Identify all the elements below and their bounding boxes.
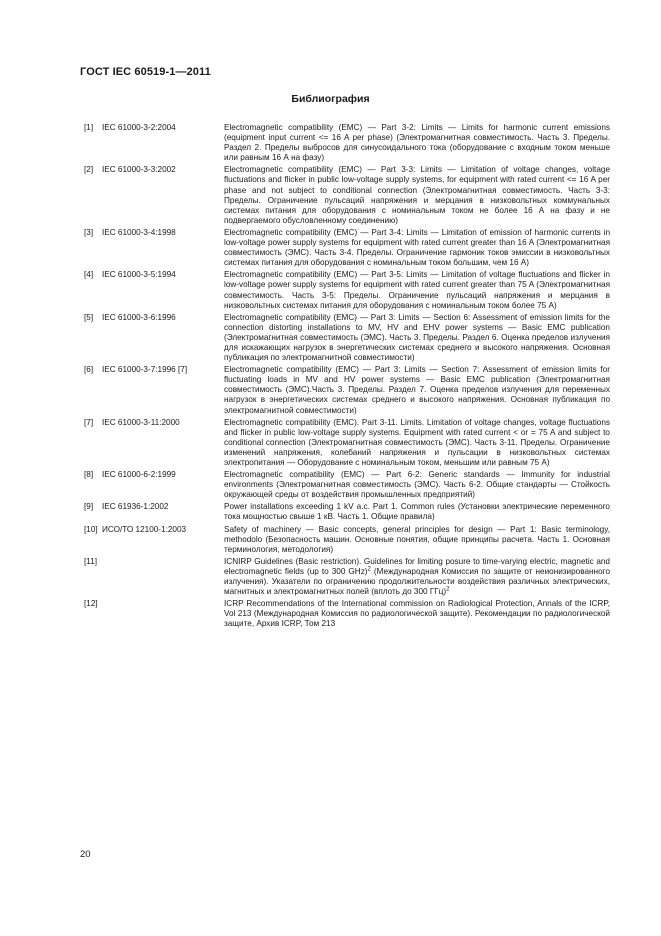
entry-text: Electromagnetic compatibility (EMC) — Part 6-2: Generic standards — Immunity for industrial environments (Электромагнитная совместимость (ЭМС). Часть 6-2. Общие стандарты — Стойкость окружающей среды от воздействия промышленных предприятий) xyxy=(224,470,610,500)
bibliography-entry xyxy=(84,313,610,363)
entry-number: [7] xyxy=(84,417,94,427)
entry-number: [5] xyxy=(84,312,94,322)
entry-text: Safety of machinery — Basic concepts, general principles for design — Part 1: Basic terminology, methodolo (Безопасность машин. Основные понятия, общие принципы расчета. Часть 1. Основная терминология, методология) xyxy=(224,524,610,554)
entry-text: Power installations exceeding 1 kV a.c. Part 1. Common rules (Установки электрические переменного тока мощностью свыше 1 кВ. Часть 1. Общие правила) xyxy=(224,502,610,522)
bibliography-entry xyxy=(84,418,610,468)
entry-code: IEC 61000-3-11:2000 xyxy=(102,417,180,427)
bibliography-entry xyxy=(84,470,610,500)
entry-text-part: ICNIRP Guidelines (Basic restriction). Guidelines for limiting posure to time-varying electric, magnetic and electromagnetic fields (up to 300 GHz) xyxy=(224,556,610,576)
entry-code: IEC 61000-3-6:1996 xyxy=(102,312,176,322)
entry-text: Electromagnetic compatibility (EMC) — Part 3-2: Limits — Limits for harmonic current emissions (equipment input current <= 16 A per phase) (Электромагнитная совместимость. Часть 3. Пределы. Раздел 2. Пределы выбросов для синусоидального тока (оборудование с входным током меньше или равным 16 А на фазу) xyxy=(224,123,610,163)
bibliography-entry xyxy=(84,557,610,597)
entry-number: [2] xyxy=(84,165,94,175)
entry-number: [12] xyxy=(84,599,98,609)
entry-text: Electromagnetic compatibility (EMC) — Part 3: Limits — Section 7: Assessment of emission limits for fluctuating loads in MV and HV power systems — Basic EMC publication (Электромагнитная совместимость (ЭМС).Часть 3. Пределы. Раздел 7. Оценка пределов излучения для переменных нагрузок в энергетических системах среднего и высокого напряжения. Основная публикация по электромагнитной совместимости) xyxy=(224,365,610,415)
entry-text: Electromagnetic compatibility (EMC) — Part 3: Limits — Section 6: Assessment of emission limits for the connection distorting installations to MV, HV and EHV power systems — Basic EMC publication (Электромагнитная совместимость (ЭМС). Часть 3. Пределы. Раздел 6. Оценка пределов излучения для искажающих нагрузок в энергетических системах среднего и высокого напряжения. Основная публикация по электромагнитной совместимости) xyxy=(224,312,610,363)
entry-number: [9] xyxy=(84,502,94,512)
entry-code: IEC 61936-1:2002 xyxy=(102,502,169,512)
bibliography-entry xyxy=(84,502,610,522)
entry-number: [1] xyxy=(84,123,94,132)
entry-number: [6] xyxy=(84,365,94,375)
entry-number: [10] xyxy=(84,524,98,534)
bibliography-list xyxy=(84,123,610,632)
entry-text: ICRP Recommendations of the International commission on Radiological Protection, Annals of the ICRP, Vol 213 (Международная Комиссия по радиологической защите). Рекомендации по радиологической защите, Архив ICRP, Том 213 xyxy=(224,599,610,629)
bibliography-entry xyxy=(84,599,610,629)
entry-number: [8] xyxy=(84,470,94,480)
bibliography-entry xyxy=(84,228,610,268)
entry-text: Electromagnetic compatibility (EMC). Part 3-11. Limits. Limitation of voltage changes, voltage fluctuations and flicker in public low-voltage supply systems. Equipment with rated current < or = 75 A and subject to conditional connection (Электромагнитная совместимость (ЭМС). Часть 3-11. Пределы. Ограничение изменений напряжения, колебаний напряжения и пульсации в низковольтных системах электропитания — Оборудование с номинальным током, меньшим или равным 75 А) xyxy=(224,417,610,467)
entry-number: [4] xyxy=(84,270,94,280)
bibliography-entry xyxy=(84,165,610,226)
entry-code: IEC 61000-3-4:1998 xyxy=(102,227,176,237)
entry-code: IEC 61000-3-2:2004 xyxy=(102,123,176,132)
entry-number: [11] xyxy=(84,556,98,566)
document-header: ГОСТ IEC 60519-1—2011 xyxy=(80,66,211,78)
superscript-note: 2 xyxy=(367,566,371,573)
entry-text: Electromagnetic compatibility (EMC) — Part 3-5: Limits — Limitation of voltage fluctuations and flicker in low-voltage power supply systems for equipment with rated current greater than 75 A (Электромагнитная совместимость. Часть 3-5: Пределы. Ограничение пульсаций напряжения и мерцания в низковольтных системах питания для оборудования с номинальным током более 75 А) xyxy=(224,270,610,310)
entry-code: IEC 61000-3-7:1996 [7] xyxy=(102,365,188,375)
page-number: 20 xyxy=(80,849,91,860)
entry-code: IEC 61000-6-2:1999 xyxy=(102,470,176,480)
entry-text-part: (Международная Комиссия по защите от неионизированного излучения). Указатели по ограничению продолжительности воздействия различных электрических, магнитных и электромагнитных полей (вплоть до 300 ГГц) xyxy=(224,566,610,597)
superscript-note: 2 xyxy=(446,586,450,593)
entry-code: IEC 61000-3-5:1994 xyxy=(102,270,176,280)
entry-text xyxy=(224,557,610,597)
entry-number: [3] xyxy=(84,227,94,237)
entry-text: Electromagnetic compatibility (EMC) — Part 3-4: Limits — Limitation of emission of harmonic currents in low-voltage power supply systems for equipment with rated current greater than 16 A (Электромагнитная совместимость (ЭМС). Часть 3-4. Пределы. Ограничение гармоник токов эмиссии в низковольтных системах питания для оборудования с номинальным током большим, чем 16 А) xyxy=(224,227,610,268)
bibliography-entry xyxy=(84,123,610,163)
bibliography-entry xyxy=(84,270,610,310)
entry-text: Electromagnetic compatibility (EMC) — Part 3-3: Limits — Limitation of voltage changes, voltage fluctuations and flicker in public low-voltage supply systems, for equipment with rated current <= 16 A per phase and not subject to conditional connection (Электромагнитная совместимость. Часть 3-3: Пределы. Ограничение пульсаций напряжения и мерцания в низковольтных коммунальных системах питания для оборудования с номинальным током не более 16 А на фазу и не подвергаемого обусловленному соединению) xyxy=(224,165,610,225)
bibliography-entry xyxy=(84,365,610,415)
bibliography-entry xyxy=(84,525,610,555)
entry-code: ИСО/ТО 12100-1:2003 xyxy=(102,524,187,534)
bibliography-title: Библиография xyxy=(291,93,370,105)
entry-code: IEC 61000-3-3:2002 xyxy=(102,165,176,175)
